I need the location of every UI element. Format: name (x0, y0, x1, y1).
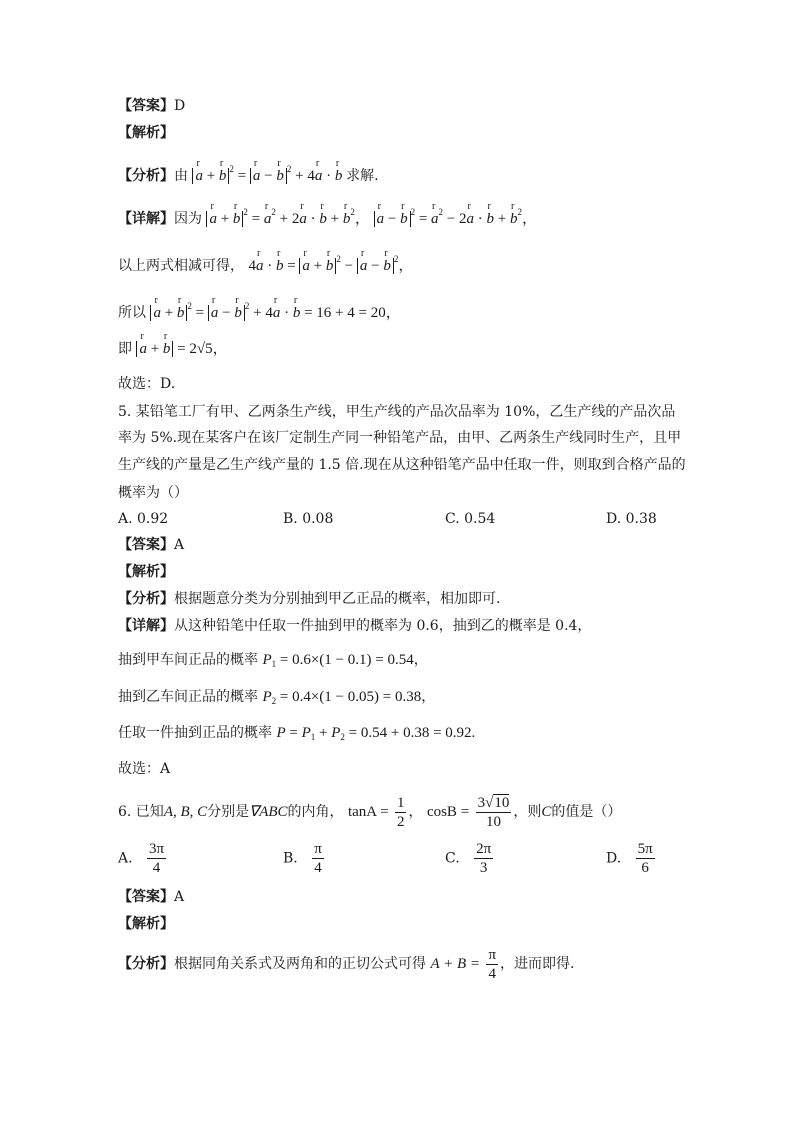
q5-stem-line1: 5. 某铅笔工厂有甲、乙两条生产线，甲生产线的产品次品率为 10%，乙生产线的产品次品 (118, 404, 676, 420)
q4-fenxi-pre: 由 (174, 168, 188, 184)
q4-line4-result: = 2√5 (177, 341, 213, 357)
q6-tan-fraction: $\frac{1}{2}$ (396, 794, 405, 830)
q5-p-pre: 任取一件抽到正品的概率 (118, 725, 272, 741)
q4-line2 (118, 250, 413, 275)
q4-fenxi-formula: r a + r b $^2$ = r a − r b $^2$ + 4r a · r b (192, 168, 346, 184)
q6-option-d: D. $\frac{5\pi}{6}$ (606, 841, 653, 876)
q5-fenxi-line (118, 590, 500, 608)
q6-analysis-heading (118, 915, 174, 933)
q5-option-a: A. 0.92 (118, 511, 169, 527)
q5-stem-line3: 生产线的产量是乙生产线产量的 1.5 倍.现在从这种铅笔产品中任取一件，则取到合格产品的 (118, 457, 686, 473)
q6-option-c: C. $\frac{2\pi}{3}$ (445, 841, 492, 876)
q5-p2-expr: = 0.4×(1 − 0.05) = 0.38 (279, 689, 422, 705)
fenxi-tag: 【分析】 (118, 591, 174, 607)
q6-stem-mid2: 的内角， (287, 804, 344, 820)
q4-line4 (118, 340, 228, 358)
q4-detail-formula: r a + r b $^2$ = r $a^2 + 2r$ a · r b + r $b^2$， r a − r b $^2$ = r $a^2 - 2r$ a · r b + r $b^2$， (206, 211, 537, 227)
q4-line3-result: = 16 + 4 = 20 (304, 305, 386, 321)
q6-stem-post: ，则 (513, 804, 542, 820)
q6-stem-line: 6. 已知A, B, C分别是∇ABC的内角， tanA = $\frac{1}{2}$ ， cosB = $\frac{3√10}{10}$ ，则C的值是（） (118, 794, 622, 830)
q6-stem-pre: 6. 已知 (118, 804, 164, 820)
q4-line3-pre: 所以 (118, 305, 146, 321)
q4-detail-line (118, 203, 537, 228)
q5-p1-line: 抽到甲车间正品的概率 $P_1 = 0.6\times(1 - 0.1) = 0.54$， (118, 652, 428, 669)
q6-fenxi-post: ，进而即得. (500, 956, 575, 972)
q6-cos-label: cosB = (426, 804, 470, 820)
q6-stem-var-c: C (541, 804, 552, 820)
q5-p1-expr: = 0.6×(1 − 0.1) = 0.54 (279, 652, 414, 668)
q4-fenxi-line (118, 160, 379, 185)
q4-line2-formula: 4r a · r b = r a + r b $^2$ − r a − r b $^2$， (248, 258, 413, 274)
q5-p2-pre: 抽到乙车间正品的概率 (118, 689, 258, 705)
q5-analysis-heading (118, 563, 174, 581)
q4-line3-formula: r a + r b $^2$ = r a − r b $^2$ + 4r a · r b = 16 + 4 = 20， (150, 305, 400, 321)
q6-stem-mid: 分别是 (207, 804, 250, 820)
q6-fenxi-line (118, 944, 575, 984)
q5-conclusion: 故选：A (118, 761, 171, 777)
q4-analysis-heading (118, 124, 174, 142)
analysis-tag: 【解析】 (118, 916, 174, 932)
q5-p-expr: = 0.54 + 0.38 = 0.92 (348, 725, 472, 741)
detail-tag: 【详解】 (118, 211, 174, 227)
q6-fenxi-fraction: $\frac{\pi}{4}$ (488, 946, 497, 982)
q4-answer-value: D (174, 98, 186, 114)
q5-detail-line (118, 617, 591, 635)
q5-stem-line2: 率为 5%.现在某客户在该厂定制生产同一种铅笔产品，由甲、乙两条生产线同时生产，且甲 (118, 430, 682, 446)
q6-stem-vars: A, B, C (163, 804, 208, 820)
q5-p2-formula: $P_2 = 0.4\times(1 - 0.05) = 0.38$ (262, 689, 422, 706)
q5-option-d: D. 0.38 (606, 511, 657, 527)
q4-line4-pre: 即 (118, 341, 132, 357)
answer-tag: 【答案】 (118, 98, 174, 114)
q4-detail-pre: 因为 (174, 211, 202, 227)
q4-line2-pre: 以上两式相减可得， (118, 258, 244, 274)
q5-stem-line4: 概率为（） (118, 485, 188, 501)
q5-option-c: C. 0.54 (445, 511, 496, 527)
q5-detail-text: 从这种铅笔中任取一件抽到甲的概率为 0.6，抽到乙的概率是 0.4， (174, 618, 592, 634)
q6-cos-fraction: $\frac{3√10}{10}$ (477, 794, 510, 830)
q5-p-line (118, 724, 475, 746)
analysis-tag: 【解析】 (118, 125, 174, 141)
answer-tag: 【答案】 (118, 889, 174, 905)
q6-stem-end: 的值是（） (551, 804, 622, 820)
q5-fenxi-text: 根据题意分类为分别抽到甲乙正品的概率，相加即可. (174, 591, 501, 607)
q4-conclusion: 故选：D. (118, 376, 176, 392)
q4-line3 (118, 297, 401, 322)
q6-fenxi-expr: A + B = (430, 956, 481, 972)
q6-fenxi-text: 根据同角关系式及两角和的正切公式可得 (174, 956, 426, 972)
fenxi-tag: 【分析】 (118, 956, 174, 972)
q6-option-a: A. $\frac{3\pi}{4}$ (118, 841, 165, 876)
q5-p1-pre: 抽到甲车间正品的概率 (118, 652, 258, 668)
q5-option-b: B. 0.08 (283, 511, 334, 527)
answer-tag: 【答案】 (118, 537, 174, 553)
q6-stem-tri: ∇ABC (249, 804, 288, 820)
q6-answer-value: A (174, 889, 185, 905)
q4-answer-line (118, 97, 185, 115)
q5-p-formula: $P = P_1 + P_2 = 0.54 + 0.38 = 0.92$. (276, 725, 476, 742)
q5-p2-line: 抽到乙车间正品的概率 $P_2 = 0.4\times(1 - 0.05) = 0.38$， (118, 689, 436, 706)
q4-fenxi-post: 求解. (346, 168, 379, 184)
q6-tan-label: tanA = (347, 804, 389, 820)
detail-tag: 【详解】 (118, 618, 174, 634)
q5-p1-formula: $P_1 = 0.6\times(1 - 0.1) = 0.54$ (262, 652, 414, 669)
analysis-tag: 【解析】 (118, 564, 174, 580)
q6-option-b: B. $\frac{\pi}{4}$ (283, 841, 322, 876)
q4-line4-formula: r a + r b = 2√5， (136, 341, 227, 357)
fenxi-tag: 【分析】 (118, 168, 174, 184)
q5-answer-value: A (174, 537, 185, 553)
q6-answer-line (118, 888, 184, 906)
q5-answer-line (118, 536, 184, 554)
